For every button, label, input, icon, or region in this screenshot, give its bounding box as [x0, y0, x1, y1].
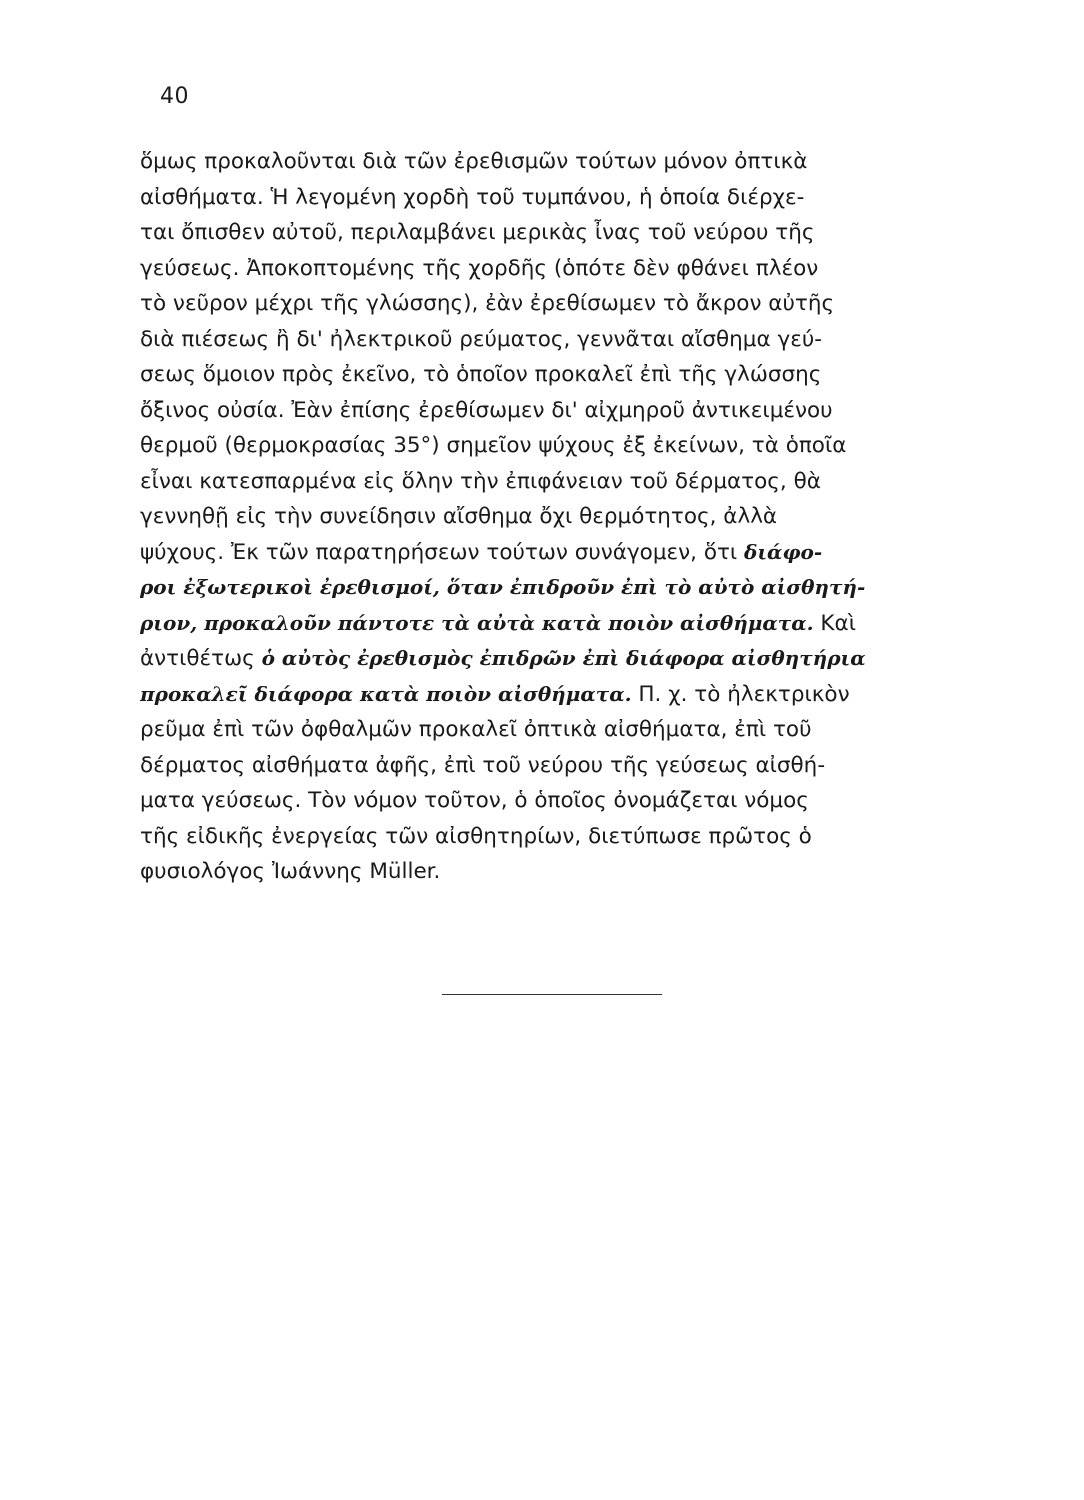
text-line: [140, 748, 1044, 784]
emphasized-text: ροι ἐξωτερικοὶ ἐρεθισμοί, ὅταν ἐπιδροῦν ἐπὶ τὸ αὐτὸ αἰσθητή-: [140, 575, 866, 599]
text-segment: φυσιολόγος Ἰωάννης Müller.: [140, 859, 441, 884]
text-line: [140, 464, 1044, 500]
emphasized-text: προκαλεῖ διάφορα κατὰ ποιὸν αἰσθήματα.: [140, 681, 632, 706]
text-line: [140, 606, 1044, 642]
emphasized-text: ριον, προκαλοῦν πάντοτε τὰ αὐτὰ κατὰ ποιὸν αἰσθήματα.: [140, 610, 814, 635]
text-segment: γεννηθῇ εἰς τὴν συνείδησιν αἴσθημα ὄχι θερμότητος, ἀλλὰ: [140, 504, 778, 529]
page-number: 40: [160, 84, 189, 109]
text-segment: διὰ πιέσεως ἢ δι' ἠλεκτρικοῦ ρεύματος, γεννᾶται αἴσθημα γεύ-: [140, 326, 823, 352]
text-line: [140, 180, 1044, 216]
emphasized-text: διάφο-: [744, 539, 823, 564]
text-segment: δέρματος αἰσθήματα ἀφῆς, ἐπὶ τοῦ νεύρου τῆς γεύσεως αἰσθή-: [140, 752, 826, 778]
text-segment: τὸ νεῦρον μέχρι τῆς γλώσσης), ἐὰν ἐρεθίσωμεν τὸ ἄκρον αὐτῆς: [140, 291, 835, 316]
text-line: [140, 286, 1044, 322]
text-line: [140, 570, 1044, 606]
text-segment: Π. χ. τὸ ἠλεκτρικὸν: [631, 681, 850, 707]
text-line: [140, 854, 1044, 890]
text-segment: αἰσθήματα. Ἡ λεγομένη χορδὴ τοῦ τυμπάνου, ἡ ὁποία διέρχε-: [140, 184, 805, 210]
text-line: [140, 393, 1044, 429]
text-line: [140, 499, 1044, 535]
body-text: [140, 144, 1044, 890]
text-line: [140, 251, 1044, 287]
text-line: [140, 677, 1044, 713]
text-segment: ἀντιθέτως: [140, 646, 262, 671]
text-segment: εἶναι κατεσπαρμένα εἰς ὅλην τὴν ἐπιφάνειαν τοῦ δέρματος, θὰ: [140, 468, 821, 494]
text-segment: ται ὄπισθεν αὐτοῦ, περιλαμβάνει μερικὰς ἶνας τοῦ νεύρου τῆς: [140, 220, 815, 245]
section-end-rule: [442, 994, 662, 995]
text-line: [140, 535, 1044, 571]
text-segment: ψύχους. Ἐκ τῶν παρατηρήσεων τούτων συνάγομεν, ὅτι: [140, 539, 745, 565]
emphasized-text: ὁ αὐτὸς ἐρεθισμὸς ἐπιδρῶν ἐπὶ διάφορα αἰσθητήρια: [261, 646, 866, 670]
text-segment: θερμοῦ (θερμοκρασίας 35°) σημεῖον ψύχους ἐξ ἐκείνων, τὰ ὁποῖα: [140, 433, 847, 458]
text-segment: τῆς εἰδικῆς ἐνεργείας τῶν αἰσθητηρίων, διετύπωσε πρῶτος ὁ: [140, 823, 812, 849]
text-line: [140, 819, 1044, 855]
text-line: [140, 783, 1044, 819]
text-segment: γεύσεως. Ἀποκοπτομένης τῆς χορδῆς (ὁπότε δὲν φθάνει πλέον: [140, 255, 819, 281]
text-segment: ματα γεύσεως. Τὸν νόμον τοῦτον, ὁ ὁποῖος ὀνομάζεται νόμος: [140, 788, 809, 813]
text-line: [140, 357, 1044, 393]
text-line: [140, 322, 1044, 358]
text-segment: Καὶ: [813, 610, 856, 636]
text-segment: ὅμως προκαλοῦνται διὰ τῶν ἐρεθισμῶν τούτων μόνον ὀπτικὰ: [140, 149, 808, 174]
text-line: [140, 144, 1044, 180]
text-segment: σεως ὅμοιον πρὸς ἐκεῖνο, τὸ ὁποῖον προκαλεῖ ἐπὶ τῆς γλώσσης: [140, 362, 822, 387]
text-line: [140, 641, 1044, 677]
text-segment: ρεῦμα ἐπὶ τῶν ὀφθαλμῶν προκαλεῖ ὀπτικὰ αἰσθήματα, ἐπὶ τοῦ: [140, 717, 812, 742]
text-line: [140, 215, 1044, 251]
text-segment: ὄξινος οὐσία. Ἐὰν ἐπίσης ἐρεθίσωμεν δι' αἰχμηροῦ ἀντικειμένου: [140, 397, 833, 423]
text-line: [140, 712, 1044, 748]
text-line: [140, 428, 1044, 464]
